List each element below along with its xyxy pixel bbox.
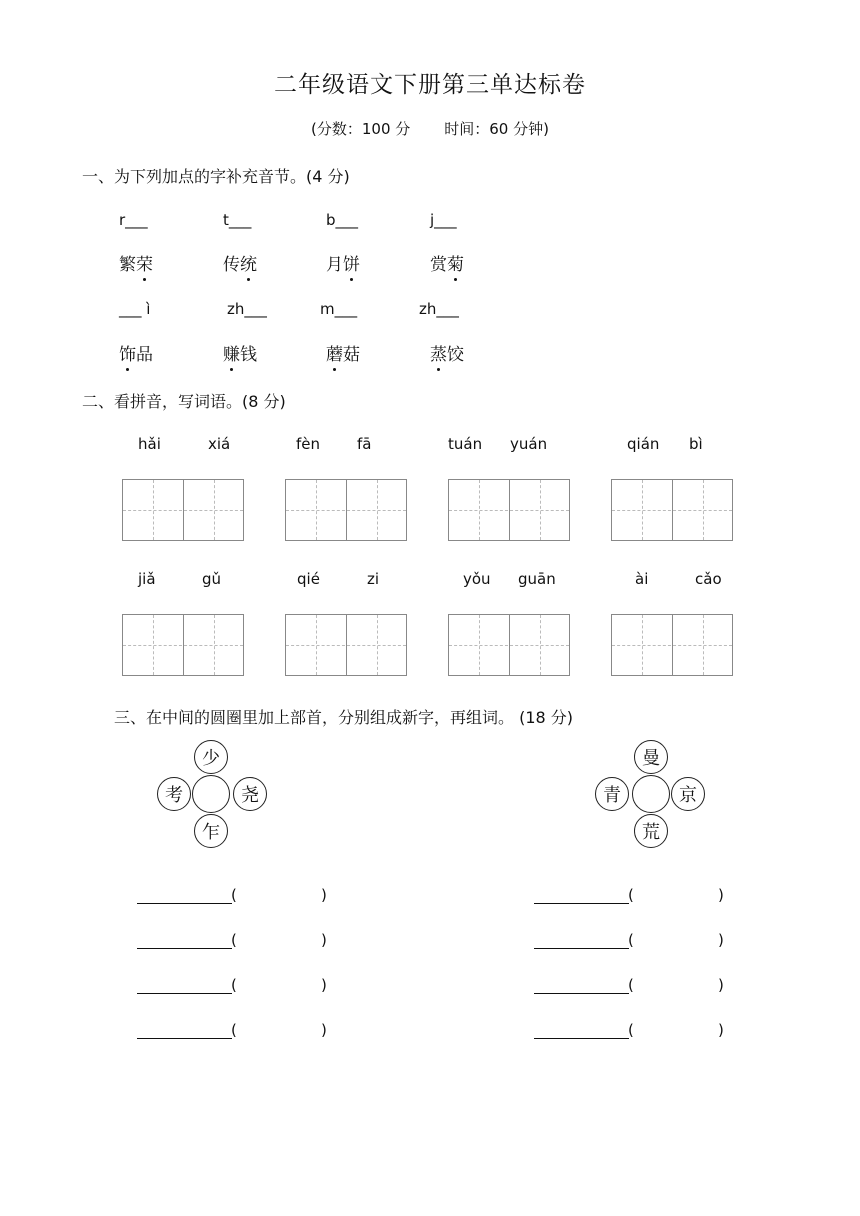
char: 钱: [240, 345, 257, 365]
time-info: 时间：60 分钟): [444, 120, 549, 138]
char-circle: 乍: [194, 814, 228, 848]
char-circle: 考: [157, 777, 191, 811]
section2-heading: 二、看拼音，写词语。(8 分): [82, 392, 286, 411]
pinyin: cǎo: [695, 570, 722, 588]
char: 饺: [447, 345, 464, 365]
pinyin-blank[interactable]: r___: [119, 211, 148, 229]
pinyin-blank[interactable]: b___: [326, 211, 359, 229]
pinyin: yǒu: [463, 570, 491, 588]
writing-grid[interactable]: [285, 614, 407, 676]
paren-open: (: [628, 886, 634, 904]
paren-open: (: [231, 931, 237, 949]
writing-grid[interactable]: [448, 479, 570, 541]
dotted-char: 荣: [136, 250, 153, 275]
paren-close: ): [321, 1021, 327, 1039]
char: 月: [326, 255, 343, 275]
pinyin-blank[interactable]: zh___: [227, 300, 267, 318]
dotted-char: 饰: [119, 340, 136, 365]
paren-open: (: [231, 976, 237, 994]
paren-open: (: [628, 976, 634, 994]
char: 繁: [119, 255, 136, 275]
char: 传: [223, 255, 240, 275]
writing-grid[interactable]: [122, 614, 244, 676]
center-circle-right[interactable]: [632, 775, 670, 813]
paren-close: ): [718, 886, 724, 904]
dotted-char: 饼: [343, 250, 360, 275]
word: [430, 250, 464, 275]
paren-close: ): [321, 886, 327, 904]
page-title: 二年级语文下册第三单达标卷: [274, 72, 586, 98]
pinyin: bì: [689, 435, 703, 453]
paren-close: ): [718, 976, 724, 994]
dotted-char: 菊: [447, 250, 464, 275]
pinyin: fèn: [296, 435, 321, 453]
answer-line[interactable]: [534, 948, 629, 949]
char: 赏: [430, 255, 447, 275]
word: [223, 250, 257, 275]
paren-open: (: [628, 1021, 634, 1039]
paren-close: ): [718, 931, 724, 949]
char: 菇: [343, 345, 360, 365]
dotted-char: 蘑: [326, 340, 343, 365]
char: 品: [136, 345, 153, 365]
char-circle: 曼: [634, 740, 668, 774]
pinyin: yuán: [510, 435, 548, 453]
pinyin-blank[interactable]: j___: [430, 211, 457, 229]
word: [326, 250, 360, 275]
paren-open: (: [231, 1021, 237, 1039]
writing-grid[interactable]: [611, 479, 733, 541]
center-circle-left[interactable]: [192, 775, 230, 813]
dotted-char: 蒸: [430, 340, 447, 365]
pinyin-blank[interactable]: t___: [223, 211, 252, 229]
pinyin-blank[interactable]: m___: [320, 300, 358, 318]
writing-grid[interactable]: [448, 614, 570, 676]
pinyin: zi: [367, 570, 380, 588]
char-circle: 尧: [233, 777, 267, 811]
writing-grid[interactable]: [122, 479, 244, 541]
pinyin: qié: [297, 570, 320, 588]
answer-line[interactable]: [137, 1038, 232, 1039]
word: [119, 340, 153, 365]
answer-line[interactable]: [534, 993, 629, 994]
word: [119, 250, 153, 275]
pinyin: fā: [357, 435, 372, 453]
word: [326, 340, 360, 365]
pinyin: guān: [518, 570, 556, 588]
score-info: (分数：100 分: [311, 120, 411, 138]
pinyin: qián: [627, 435, 660, 453]
paren-close: ): [321, 976, 327, 994]
section3-heading: 三、在中间的圆圈里加上部首，分别组成新字，再组词。 (18 分): [114, 708, 574, 727]
paren-open: (: [628, 931, 634, 949]
writing-grid[interactable]: [285, 479, 407, 541]
paren-close: ): [321, 931, 327, 949]
pinyin: gǔ: [202, 570, 222, 588]
char-circle: 青: [595, 777, 629, 811]
exam-info: [0, 118, 860, 139]
paren-open: (: [231, 886, 237, 904]
writing-grid[interactable]: [611, 614, 733, 676]
pinyin: hǎi: [138, 435, 161, 453]
answer-line[interactable]: [137, 948, 232, 949]
dotted-char: 赚: [223, 340, 240, 365]
pinyin: ài: [635, 570, 649, 588]
word: [430, 340, 464, 365]
pinyin-blank[interactable]: zh___: [419, 300, 459, 318]
dotted-char: 统: [240, 250, 257, 275]
paren-close: ): [718, 1021, 724, 1039]
answer-line[interactable]: [534, 903, 629, 904]
section1-heading: 一、为下列加点的字补充音节。(4 分): [82, 167, 350, 186]
pinyin: xiá: [208, 435, 231, 453]
word: [223, 340, 257, 365]
char-circle: 京: [671, 777, 705, 811]
answer-line[interactable]: [137, 993, 232, 994]
char-circle: 少: [194, 740, 228, 774]
char-circle: 荒: [634, 814, 668, 848]
pinyin-blank[interactable]: ___ ì: [119, 300, 151, 318]
answer-line[interactable]: [137, 903, 232, 904]
answer-line[interactable]: [534, 1038, 629, 1039]
pinyin: tuán: [448, 435, 483, 453]
pinyin: jiǎ: [138, 570, 156, 588]
